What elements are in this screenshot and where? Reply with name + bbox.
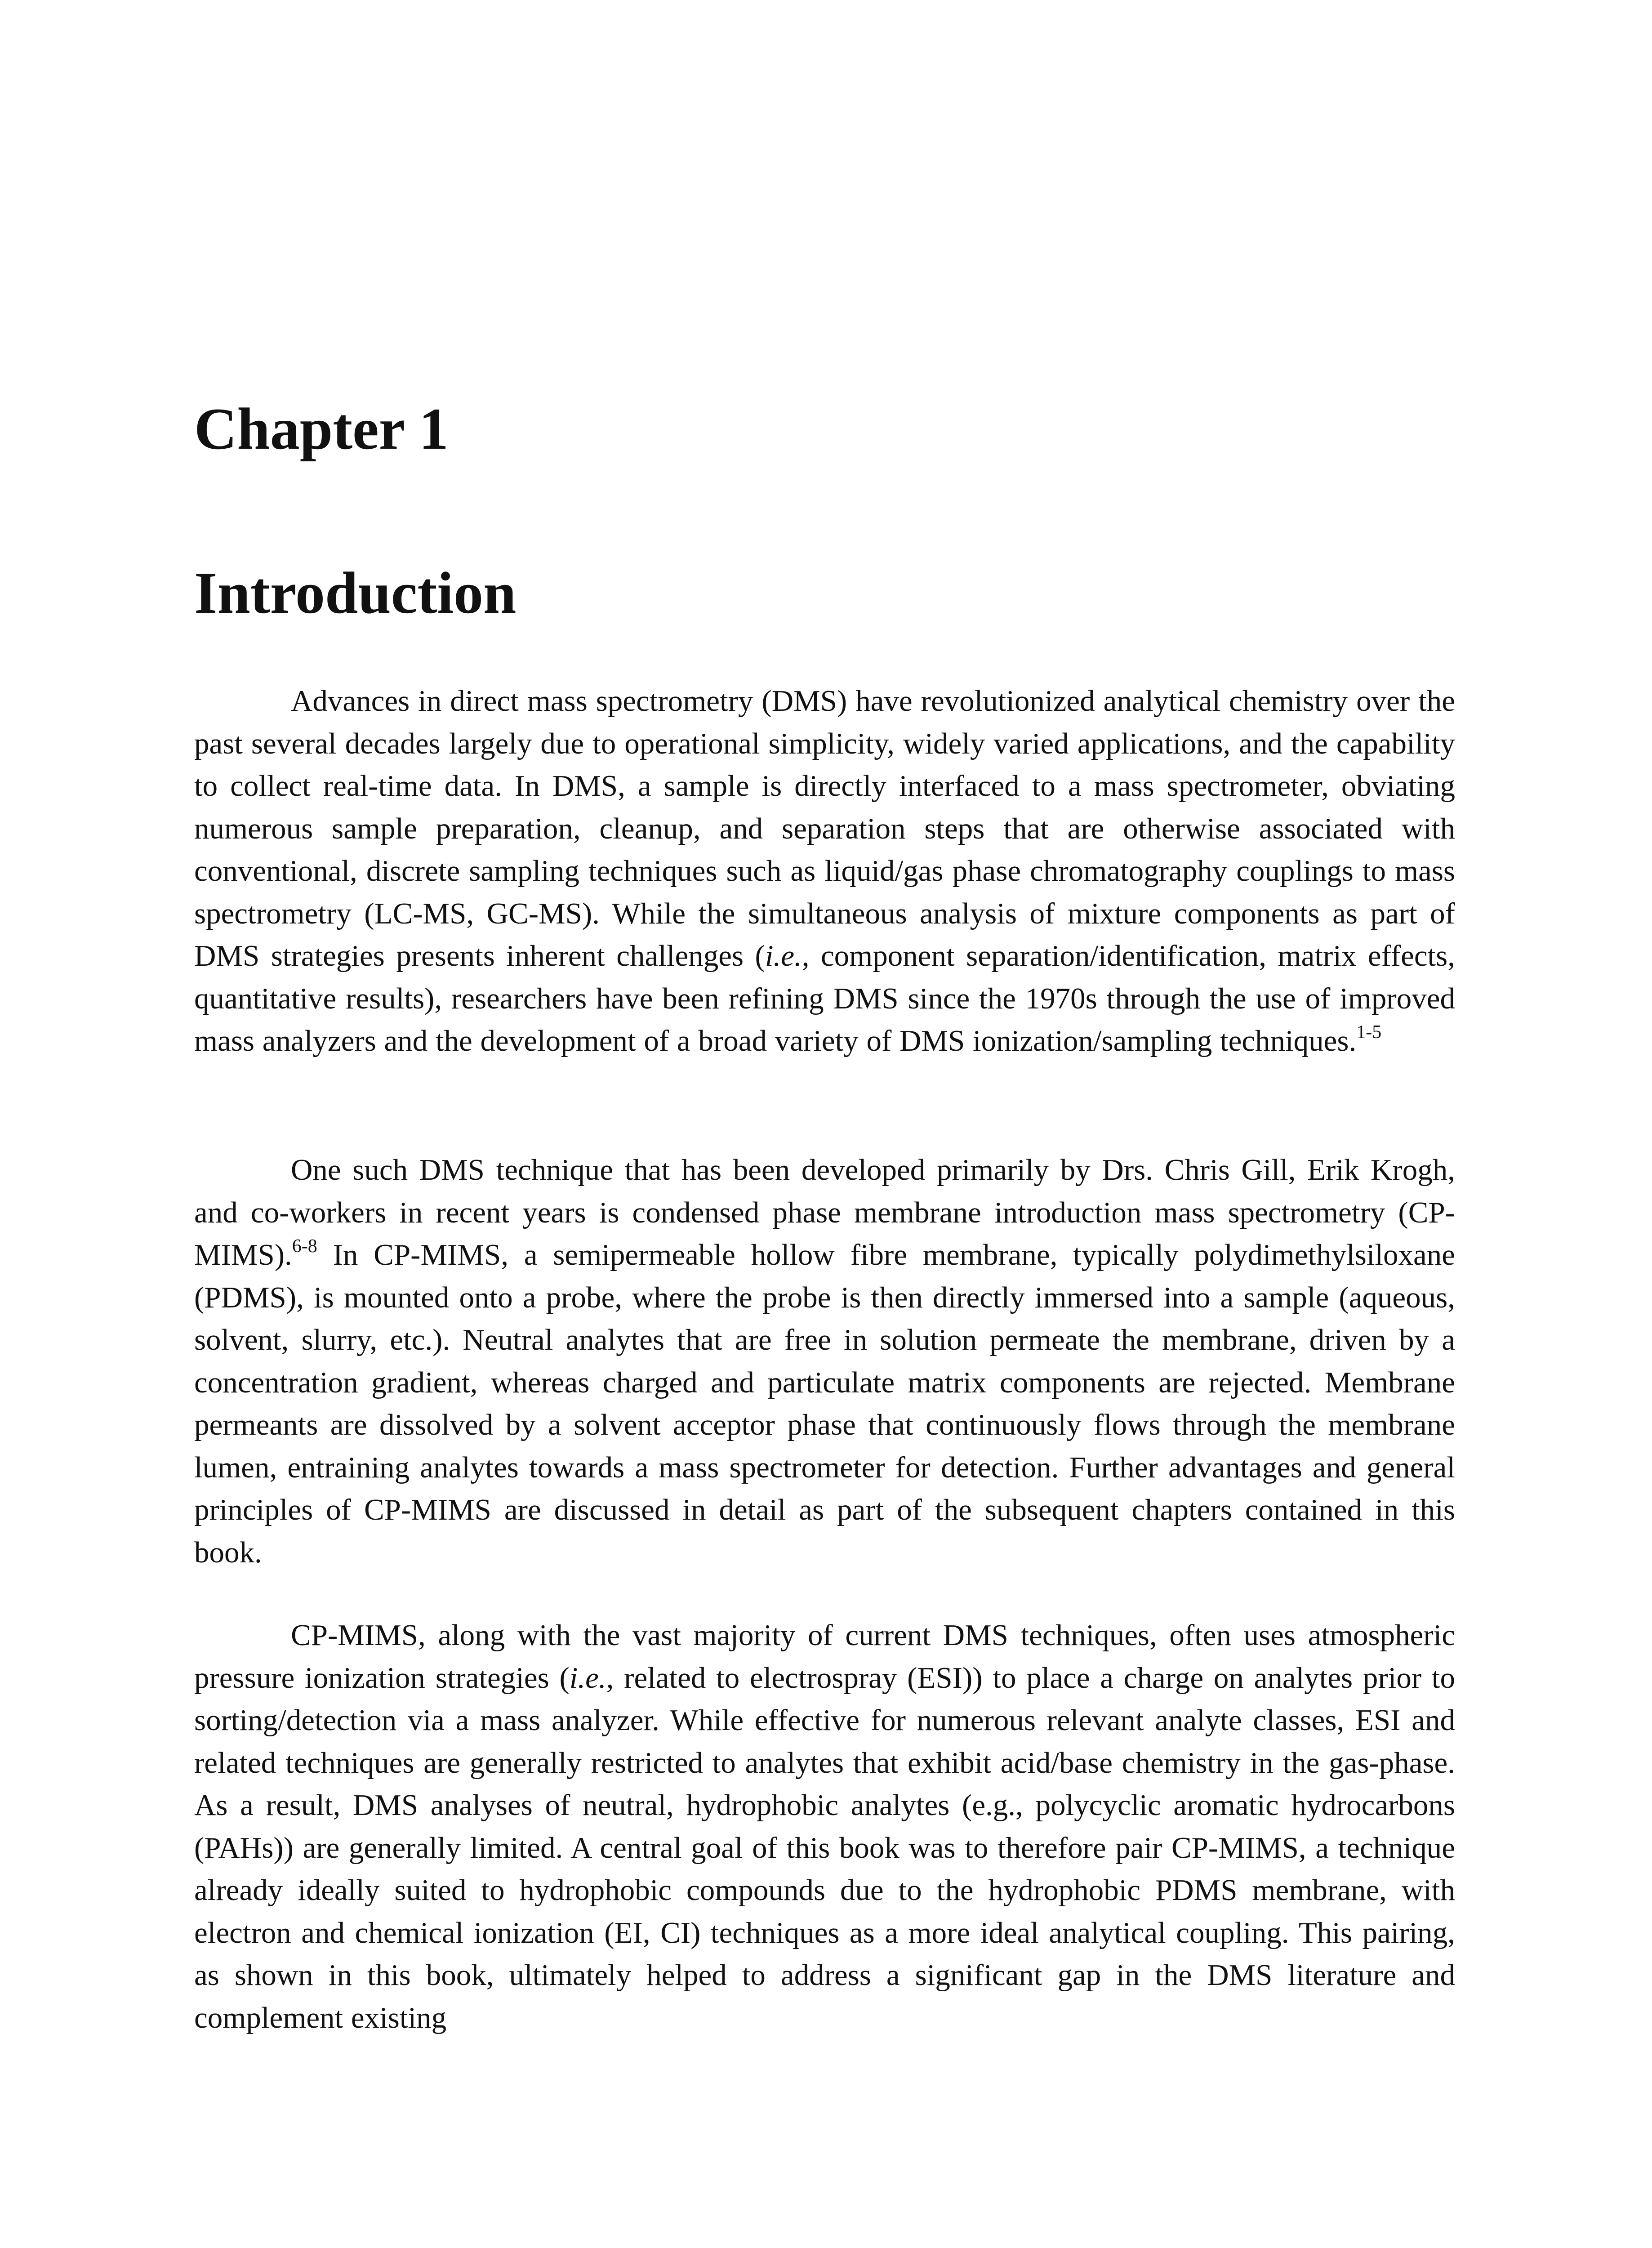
body-paragraph-3	[194, 1614, 1455, 2039]
body-paragraph-1	[194, 680, 1455, 1062]
paragraph-1-citation: 1-5	[1356, 1022, 1382, 1043]
section-title: Introduction	[194, 560, 517, 626]
paragraph-1-italic-ie: i.e.	[765, 939, 802, 972]
paragraph-2-citation: 6-8	[292, 1236, 317, 1257]
paragraph-3-italic-ie: i.e.	[569, 1661, 606, 1695]
body-paragraph-2	[194, 1149, 1455, 1574]
chapter-label: Chapter 1	[194, 396, 449, 462]
paragraph-1-text-part-1: Advances in direct mass spectrometry (DMS) have revolutionized analytical chemistry over the past several decades largely due to operational simplicity, widely varied applications, and the capability to collect real-time data. In DMS, a sample is directly interfaced to a mass spectrometer, obviating numerous sample preparation, cleanup, and separation steps that are otherwise associated with conventional, discrete sampling techniques such as liquid/gas phase chromatography couplings to mass spectrometry (LC-MS, GC-MS). While the simultaneous analysis of mixture components as part of DMS strategies presents inherent challenges (	[194, 684, 1455, 972]
paragraph-3-text-part-1: CP-MIMS, along with the vast majority of current DMS techniques, often uses atmospheric pressure ionization strategies (	[194, 1619, 1455, 1695]
paragraph-2-text-part-1: One such DMS technique that has been developed primarily by Drs. Chris Gill, Erik Krogh, and co-workers in recent years is condensed phase membrane introduction mass spectrometry (CP-MIMS).	[194, 1153, 1455, 1271]
paragraph-3-text-part-2: , related to electrospray (ESI)) to place a charge on analytes prior to sorting/detection via a mass analyzer. While effective for numerous relevant analyte classes, ESI and related techniques are generally restricted to analytes that exhibit acid/base chemistry in the gas-phase. As a result, DMS analyses of neutral, hydrophobic analytes (e.g., polycyclic aromatic hydrocarbons (PAHs)) are generally limited. A central goal of this book was to therefore pair CP-MIMS, a technique already ideally suited to hydrophobic compounds due to the hydrophobic PDMS membrane, with electron and chemical ionization (EI, CI) techniques as a more ideal analytical coupling. This pairing, as shown in this book, ultimately helped to address a significant gap in the DMS literature and complement existing	[194, 1661, 1455, 2034]
paragraph-2-text-part-2: In CP-MIMS, a semipermeable hollow fibre membrane, typically polydimethylsiloxane (PDMS), is mounted onto a probe, where the probe is then directly immersed into a sample (aqueous, solvent, slurry, etc.). Neutral analytes that are free in solution permeate the membrane, driven by a concentration gradient, whereas charged and particulate matrix components are rejected. Membrane permeants are dissolved by a solvent acceptor phase that continuously flows through the membrane lumen, entraining analytes towards a mass spectrometer for detection. Further advantages and general principles of CP-MIMS are discussed in detail as part of the subsequent chapters contained in this book.	[194, 1238, 1455, 1569]
paragraph-1-text-part-2: , component separation/identification, matrix effects, quantitative results), researchers have been refining DMS since the 1970s through the use of improved mass analyzers and the development of a broad variety of DMS ionization/sampling techniques.	[194, 939, 1455, 1057]
